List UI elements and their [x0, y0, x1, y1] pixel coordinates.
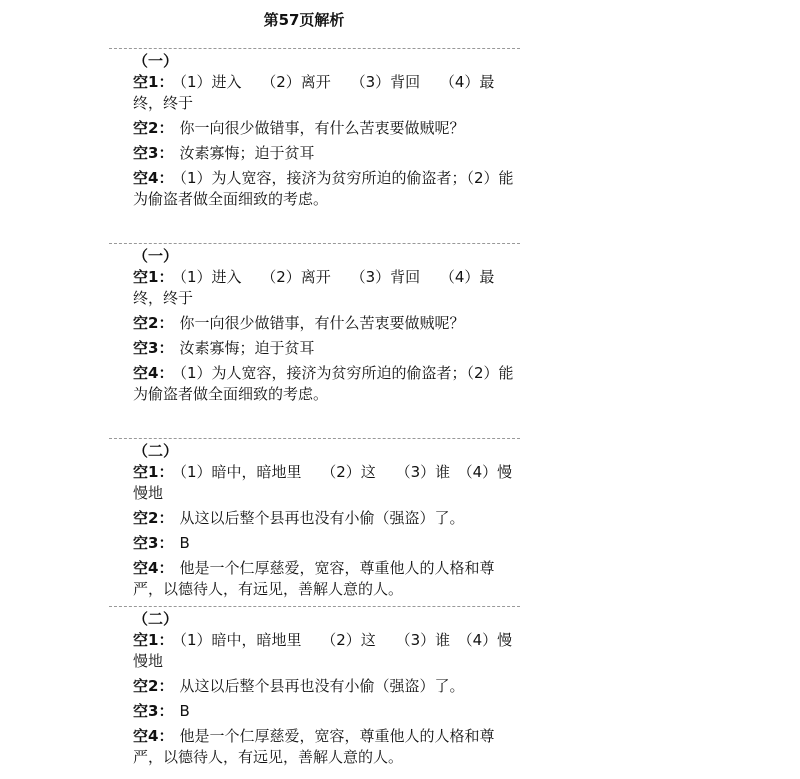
label-separator: ：	[158, 73, 174, 91]
answer-label: 空2	[133, 509, 159, 527]
answer-label: 空3	[133, 144, 159, 162]
dashed-divider	[109, 438, 520, 439]
label-separator: ：	[158, 534, 174, 552]
answer-text: 从这以后整个县再也没有小偷（强盗）了。	[179, 677, 465, 695]
answer-section	[109, 243, 520, 405]
answer-text: B	[179, 702, 190, 720]
answer-section	[109, 606, 520, 768]
answer-text: （1）进入 （2）离开 （3）背回 （4）最终，终于	[133, 73, 495, 112]
answer-item	[133, 630, 520, 672]
answer-label: 空1	[133, 268, 159, 286]
answer-text: 你一向很少做错事，有什么苦衷要做贼呢？	[179, 119, 465, 137]
answer-text: 他是一个仁厚慈爱，宽容，尊重他人的人格和尊严，以德待人，有远见，善解人意的人。	[133, 559, 495, 598]
answer-label: 空1	[133, 73, 159, 91]
answer-item	[133, 508, 520, 529]
answer-item	[133, 338, 520, 359]
label-separator: ：	[158, 559, 174, 577]
answer-label: 空1	[133, 631, 159, 649]
answer-label: 空3	[133, 702, 159, 720]
label-separator: ：	[158, 677, 174, 695]
answer-label: 空3	[133, 534, 159, 552]
answer-item	[133, 726, 520, 768]
answer-label: 空4	[133, 559, 159, 577]
answer-item	[133, 533, 520, 554]
answer-label: 空1	[133, 463, 159, 481]
label-separator: ：	[158, 727, 174, 745]
answer-label: 空4	[133, 727, 159, 745]
answer-item	[133, 363, 520, 405]
answer-item	[133, 118, 520, 139]
answer-label: 空2	[133, 677, 159, 695]
answer-label: 空4	[133, 364, 159, 382]
dashed-divider	[109, 606, 520, 607]
answer-item	[133, 462, 520, 504]
answer-text: （1）暗中，暗地里 （2）这 （3）谁 （4）慢慢地	[133, 463, 513, 502]
label-separator: ：	[158, 169, 174, 187]
answer-section	[109, 438, 520, 600]
label-separator: ：	[158, 144, 174, 162]
answer-item	[133, 72, 520, 114]
answer-text: 你一向很少做错事，有什么苦衷要做贼呢？	[179, 314, 465, 332]
answer-item	[133, 701, 520, 722]
answer-text: 从这以后整个县再也没有小偷（强盗）了。	[179, 509, 465, 527]
answer-text: 汝素寡悔；迫于贫耳	[179, 144, 315, 162]
answer-label: 空2	[133, 314, 159, 332]
answer-label: 空2	[133, 119, 159, 137]
label-separator: ：	[158, 702, 174, 720]
answer-item	[133, 558, 520, 600]
answer-item	[133, 168, 520, 210]
label-separator: ：	[158, 364, 174, 382]
section-heading: （二）	[133, 610, 179, 628]
label-separator: ：	[158, 268, 174, 286]
answer-text: （1）为人宽容，接济为贫穷所迫的偷盗者；（2）能为偷盗者做全面细致的考虑。	[133, 364, 514, 403]
label-separator: ：	[158, 509, 174, 527]
section-heading: （二）	[133, 442, 179, 460]
section-heading: （一）	[133, 52, 179, 70]
answer-text: 他是一个仁厚慈爱，宽容，尊重他人的人格和尊严，以德待人，有远见，善解人意的人。	[133, 727, 495, 766]
answer-text: 汝素寡悔；迫于贫耳	[179, 339, 315, 357]
label-separator: ：	[158, 314, 174, 332]
answer-text: （1）为人宽容，接济为贫穷所迫的偷盗者；（2）能为偷盗者做全面细致的考虑。	[133, 169, 514, 208]
dashed-divider	[109, 243, 520, 244]
answer-text: （1）进入 （2）离开 （3）背回 （4）最终，终于	[133, 268, 495, 307]
section-heading: （一）	[133, 247, 179, 265]
answer-label: 空4	[133, 169, 159, 187]
answer-section	[109, 48, 520, 210]
answer-text: B	[179, 534, 190, 552]
page-title: 第57页解析	[263, 11, 345, 29]
answer-item	[133, 143, 520, 164]
label-separator: ：	[158, 339, 174, 357]
answer-item	[133, 676, 520, 697]
dashed-divider	[109, 48, 520, 49]
answer-text: （1）暗中，暗地里 （2）这 （3）谁 （4）慢慢地	[133, 631, 513, 670]
label-separator: ：	[158, 631, 174, 649]
answer-item	[133, 313, 520, 334]
answer-item	[133, 267, 520, 309]
label-separator: ：	[158, 119, 174, 137]
label-separator: ：	[158, 463, 174, 481]
answer-label: 空3	[133, 339, 159, 357]
